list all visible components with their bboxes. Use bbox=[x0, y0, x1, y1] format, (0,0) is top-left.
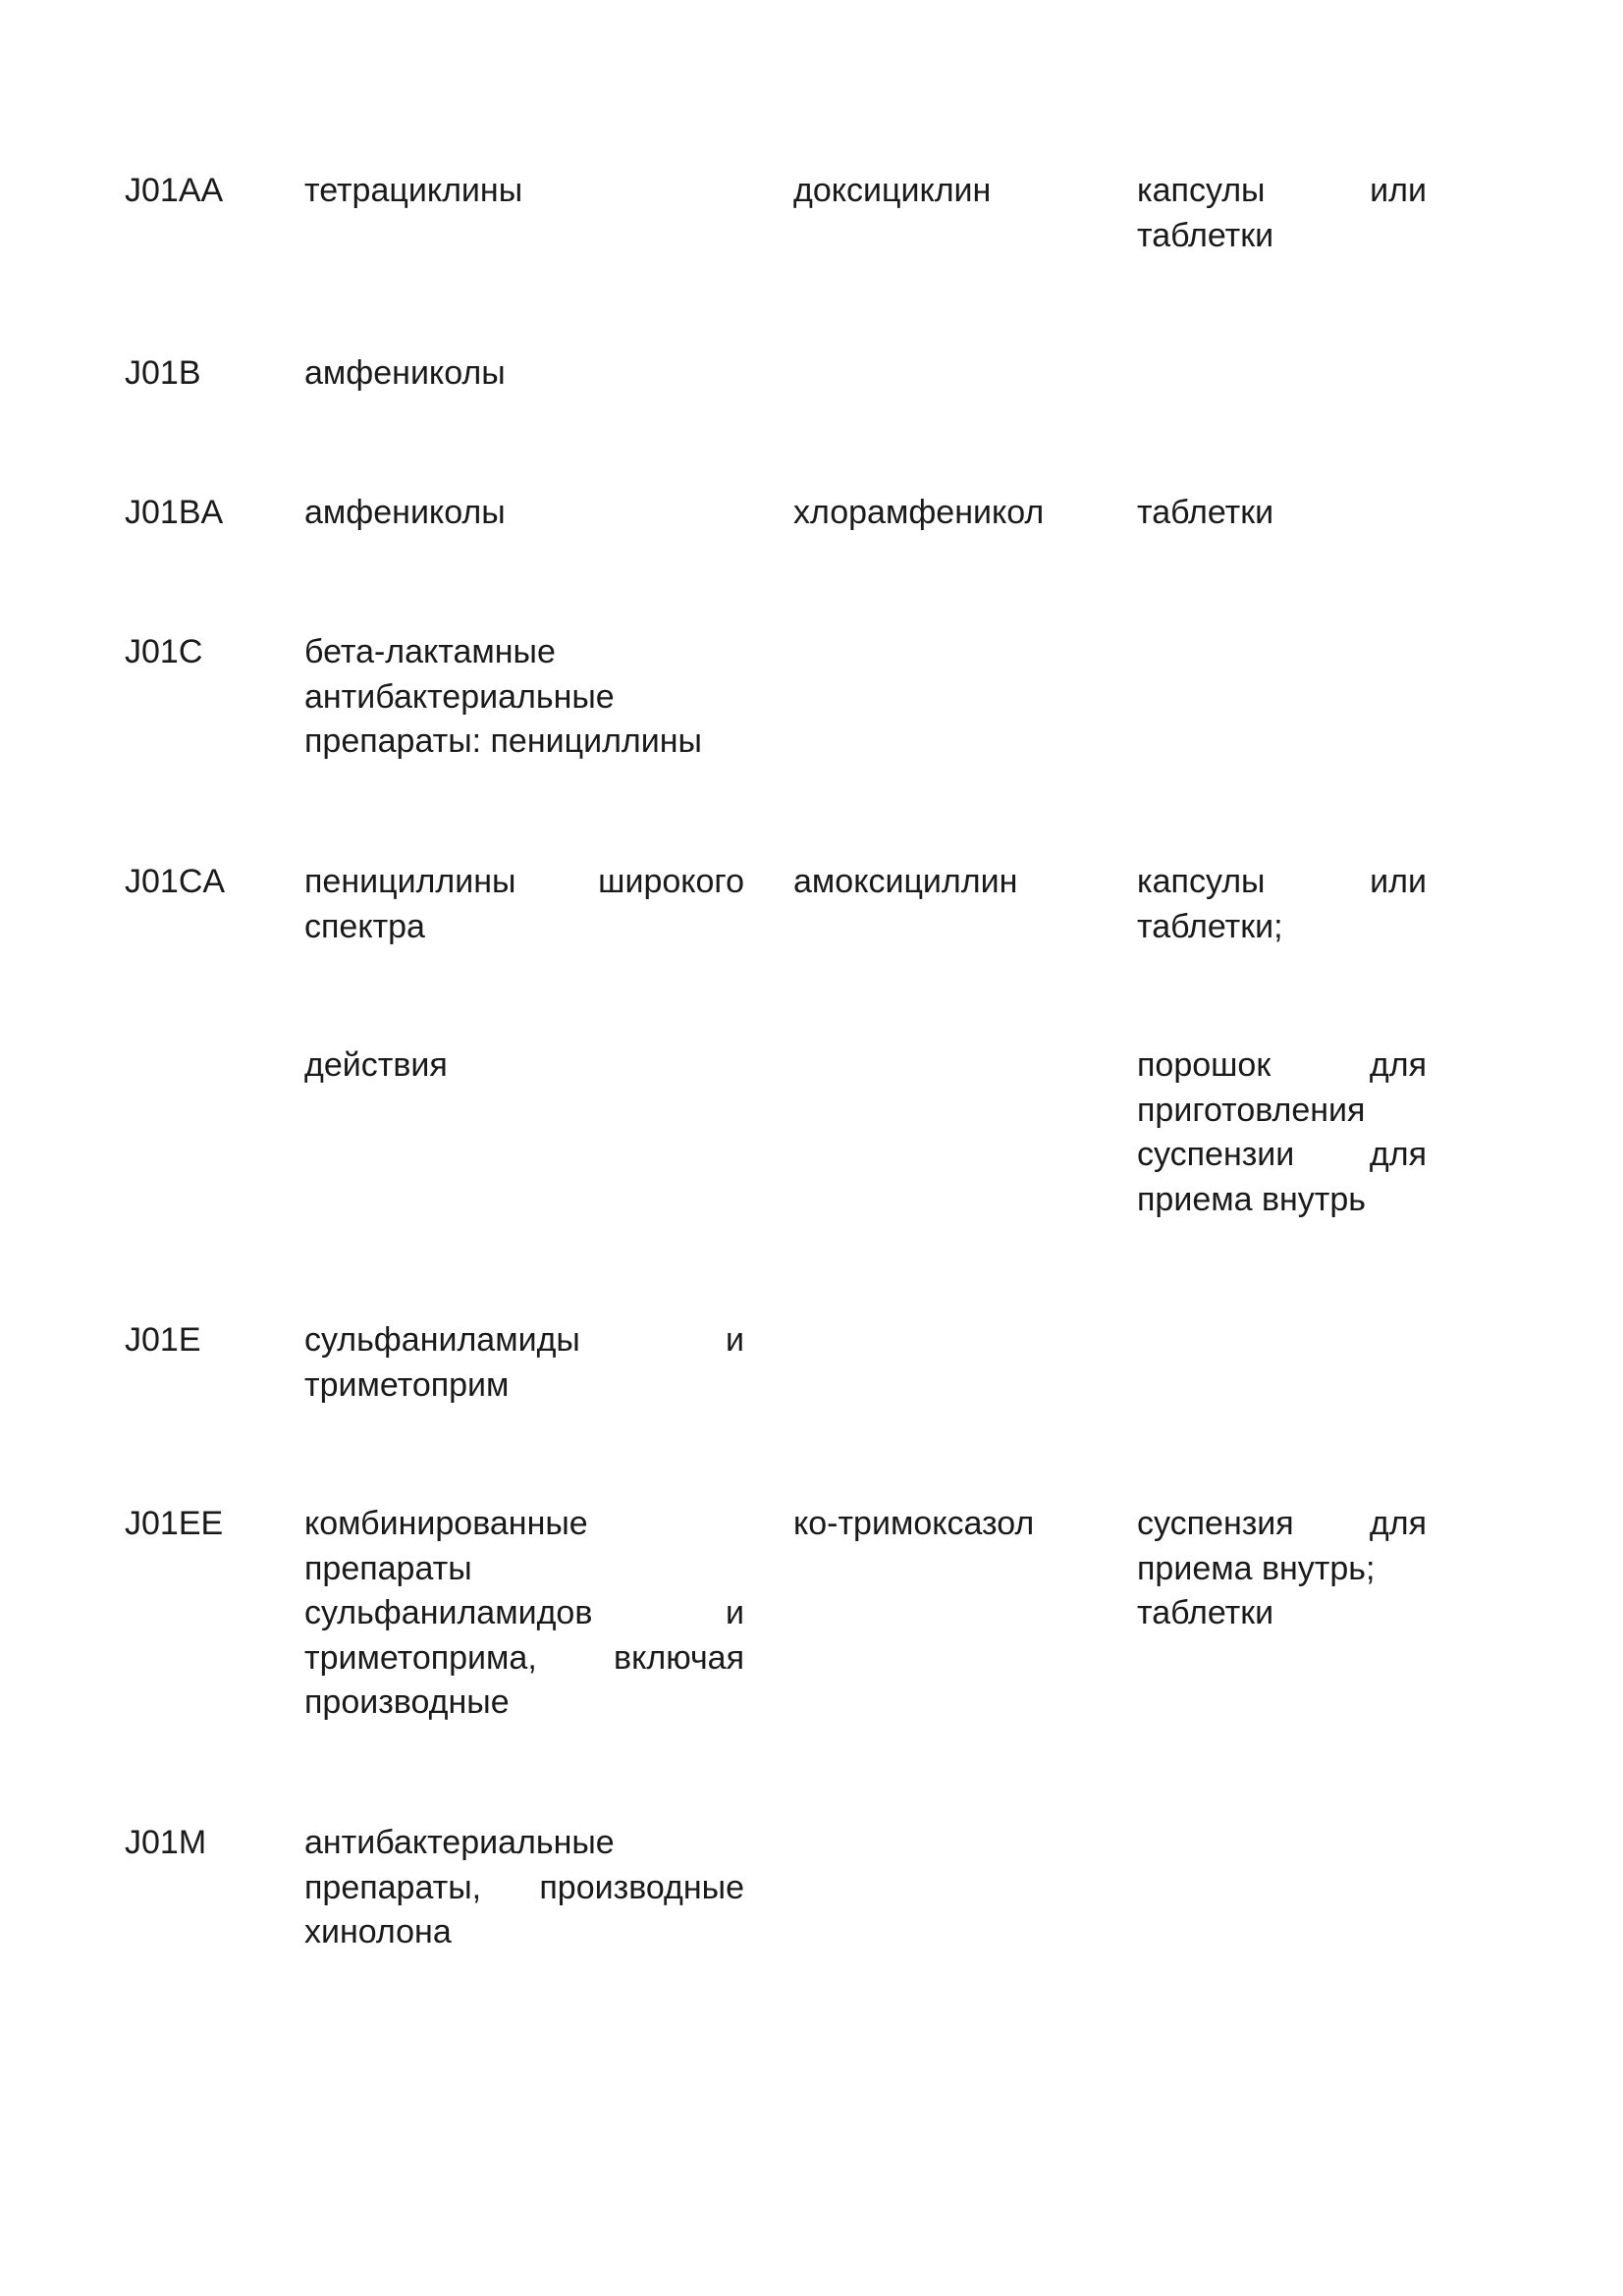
pharmacological-group bbox=[304, 169, 744, 214]
pharmacological-group bbox=[304, 860, 744, 949]
group-line: действия bbox=[304, 1046, 448, 1084]
form-line: таблетки bbox=[1137, 216, 1274, 254]
form-line: суспензия для bbox=[1137, 1505, 1427, 1542]
atc-code: J01CA bbox=[125, 863, 226, 900]
form-line: приема внутрь bbox=[1137, 1180, 1366, 1218]
drug-name: доксициклин bbox=[793, 172, 992, 209]
pharmacological-group bbox=[304, 1502, 744, 1726]
group-line: сульфаниламидов и bbox=[304, 1594, 744, 1631]
group-line: антибактериальные bbox=[304, 677, 615, 716]
form-line: капсулы или bbox=[1137, 172, 1427, 209]
form-line: суспензии для bbox=[1137, 1136, 1427, 1173]
atc-code: J01AA bbox=[125, 172, 224, 209]
dosage-form bbox=[1137, 1043, 1427, 1222]
pharmacological-group bbox=[304, 351, 744, 397]
group-line: спектра bbox=[304, 907, 425, 945]
drug-name: хлорамфеникол bbox=[793, 494, 1045, 531]
group-line: производные bbox=[304, 1683, 510, 1721]
pharmacological-group bbox=[304, 630, 744, 765]
dosage-form bbox=[1137, 169, 1427, 258]
pharmacological-group bbox=[304, 1821, 744, 1955]
form-line: порошок для bbox=[1137, 1046, 1427, 1084]
group-line: препараты, производные bbox=[304, 1868, 744, 1906]
group-line: антибактериальные bbox=[304, 1824, 615, 1861]
group-line: сульфаниламиды и bbox=[304, 1321, 744, 1359]
group-line: триметоприм bbox=[304, 1365, 510, 1404]
form-line: таблетки bbox=[1137, 1594, 1274, 1631]
group-line: триметоприма, включая bbox=[304, 1638, 744, 1677]
group-line: препараты: пенициллины bbox=[304, 722, 702, 760]
group-line: хинолона bbox=[304, 1913, 452, 1950]
group-line: комбинированные bbox=[304, 1505, 588, 1542]
atc-code: J01B bbox=[125, 354, 201, 392]
drug-name: ко-тримоксазол bbox=[793, 1505, 1035, 1542]
pharmacological-group bbox=[304, 1318, 744, 1408]
pharmacological-group bbox=[304, 491, 744, 536]
group-line: тетрациклины bbox=[304, 172, 523, 209]
form-line: таблетки bbox=[1137, 494, 1274, 531]
form-line: приема внутрь; bbox=[1137, 1549, 1376, 1587]
dosage-form bbox=[1137, 1502, 1427, 1636]
form-line: приготовления bbox=[1137, 1091, 1366, 1129]
dosage-form bbox=[1137, 860, 1427, 949]
atc-code: J01E bbox=[125, 1321, 201, 1359]
atc-code: J01BA bbox=[125, 494, 224, 531]
group-line: пенициллины широкого bbox=[304, 863, 744, 900]
group-line: амфениколы bbox=[304, 494, 506, 531]
form-line: капсулы или bbox=[1137, 863, 1427, 900]
drug-name: амоксициллин bbox=[793, 863, 1018, 900]
form-line: таблетки; bbox=[1137, 907, 1283, 945]
group-line: препараты bbox=[304, 1549, 472, 1587]
group-line: амфениколы bbox=[304, 354, 506, 392]
atc-code: J01C bbox=[125, 633, 203, 670]
dosage-form bbox=[1137, 491, 1427, 536]
atc-code: J01EE bbox=[125, 1505, 224, 1542]
pharmacological-group bbox=[304, 1043, 744, 1089]
atc-code: J01M bbox=[125, 1824, 207, 1861]
group-line: бета-лактамные bbox=[304, 633, 556, 670]
